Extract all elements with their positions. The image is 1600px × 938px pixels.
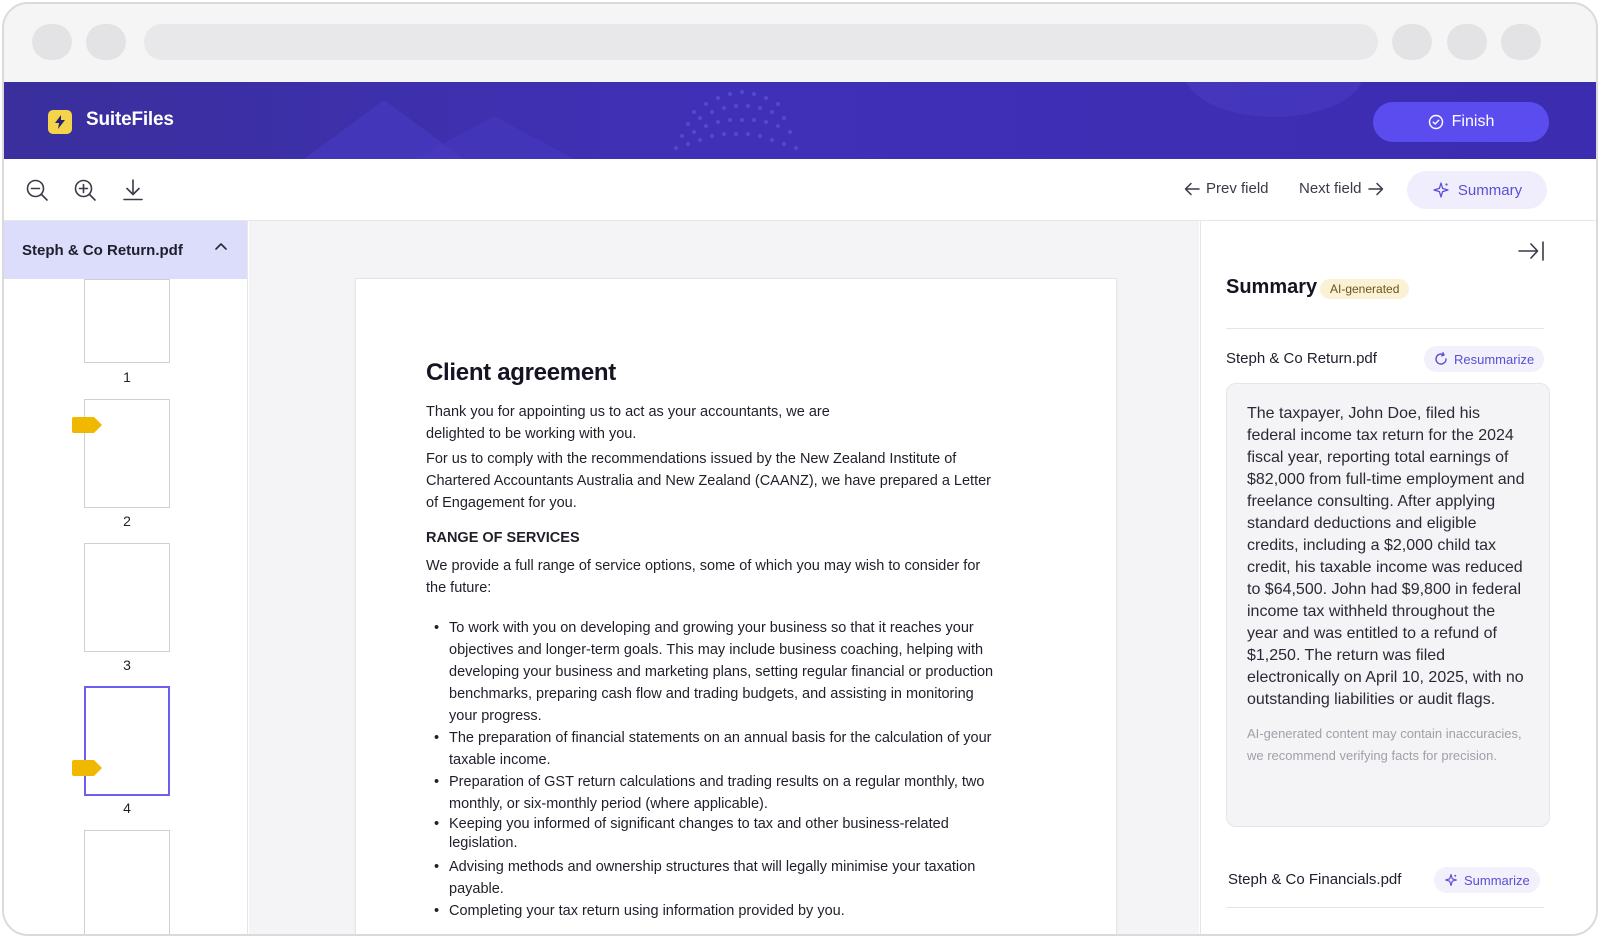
page-thumbnail-4[interactable]: [84, 686, 170, 796]
file-section-header[interactable]: [4, 221, 248, 279]
divider: [1226, 907, 1544, 908]
page-number: 3: [123, 657, 131, 673]
ai-disclaimer: AI-generated content may contain inaccuracies, we recommend verifying facts for precision.: [1247, 726, 1522, 763]
page-content: [426, 359, 996, 922]
document-viewer[interactable]: [249, 221, 1199, 936]
collapse-panel-icon[interactable]: [1517, 239, 1545, 263]
window-control[interactable]: [86, 24, 126, 60]
list-item: • To work with you on developing and growing your business so that it reaches your objectives and longer-term goals. This may include business coaching, helping with developing your business and marketing plans, setting regular financial or production benchmarks, preparing cash flow and trading budgets, and assisting in monitoring your progress.: [426, 617, 996, 727]
refresh-icon: [1434, 352, 1448, 366]
page-thumbnail-5[interactable]: [84, 830, 170, 936]
browser-action[interactable]: [1392, 24, 1432, 60]
summary-button[interactable]: [1407, 171, 1547, 209]
summary-text: The taxpayer, John Doe, filed his federal income tax return for the 2024 fiscal year, reporting total earnings of $82,000 from full-time employment and freelance consulting. After applying standard deductions and eligible credits, including a $2,000 child tax credit, his taxable income was reduced to $64,500. John had $9,800 in federal income tax withheld throughout the year and was entitled to a refund of $1,250. The return was filed electronically on April 10, 2025, with no outstanding liabilities or audit flags.: [1247, 405, 1525, 708]
summary-panel: [1200, 221, 1598, 936]
resummarize-button[interactable]: [1424, 346, 1544, 372]
prev-field-button[interactable]: [1184, 180, 1269, 197]
browser-action[interactable]: [1447, 24, 1487, 60]
check-circle-icon: [1428, 114, 1444, 130]
section-heading: RANGE OF SERVICES: [426, 530, 580, 546]
arrow-left-icon: [1184, 182, 1200, 196]
field-flag-icon[interactable]: [72, 760, 102, 776]
zoom-in-icon[interactable]: [72, 177, 98, 203]
summary-file-name: Steph & Co Financials.pdf: [1228, 871, 1402, 888]
download-icon[interactable]: [120, 177, 146, 203]
document-paragraph: We provide a full range of service options, some of which you may wish to consider for the future:: [426, 558, 981, 596]
summary-card: [1226, 383, 1550, 827]
app-window: [2, 2, 1598, 936]
summarize-button[interactable]: [1434, 867, 1540, 893]
address-bar[interactable]: [144, 24, 1378, 60]
sparkle-icon: [1432, 181, 1450, 199]
document-title: Client agreement: [426, 359, 616, 386]
services-list: [426, 617, 996, 922]
document-paragraph: For us to comply with the recommendations issued by the New Zealand Institute of Chartered Accountants Australia and New Zealand (CAANZ), we have prepared a Letter of Engagement for you.: [426, 451, 991, 511]
list-item: • The preparation of financial statements on an annual basis for the calculation of your taxable income.: [426, 727, 996, 771]
finish-button[interactable]: [1373, 102, 1549, 142]
prev-field-label: Prev field: [1206, 180, 1269, 197]
page-number: 1: [123, 369, 131, 385]
summary-file-name: Steph & Co Return.pdf: [1226, 350, 1377, 367]
document-paragraph: Thank you for appointing us to act as your accountants, we are delighted to be working with you.: [426, 404, 830, 442]
resummarize-label: Resummarize: [1454, 351, 1535, 367]
brand-name: SuiteFiles: [86, 109, 174, 130]
browser-chrome: [4, 4, 1596, 82]
finish-label: Finish: [1451, 113, 1495, 130]
zoom-out-icon[interactable]: [24, 177, 50, 203]
summarize-label: Summarize: [1464, 872, 1530, 888]
suitefiles-logo-icon: [48, 110, 72, 134]
arrow-right-icon: [1368, 182, 1384, 196]
file-name: Steph & Co Return.pdf: [22, 241, 183, 259]
app-header: [4, 82, 1596, 159]
chevron-up-icon[interactable]: [214, 241, 228, 251]
window-control[interactable]: [32, 24, 72, 60]
document-toolbar: [4, 159, 1596, 221]
browser-action[interactable]: [1501, 24, 1541, 60]
page-thumbnail-3[interactable]: [84, 543, 170, 652]
page-thumbnail-2[interactable]: [84, 399, 170, 508]
summary-title: Summary: [1226, 276, 1318, 298]
field-flag-icon[interactable]: [72, 417, 102, 433]
list-item: • Completing your tax return using information provided by you.: [426, 900, 996, 922]
sparkle-icon: [1444, 873, 1458, 887]
page-number: 4: [123, 800, 131, 816]
divider: [1226, 328, 1544, 329]
document-page: [355, 278, 1117, 936]
page-thumbnail-1[interactable]: [84, 279, 170, 363]
ai-generated-badge: AI-generated: [1320, 279, 1409, 299]
next-field-label: Next field: [1299, 180, 1362, 197]
header-decoration: [4, 82, 1596, 159]
next-field-button[interactable]: [1299, 180, 1384, 197]
list-item: • Keeping you informed of significant changes to tax and other business-related legislation.: [426, 815, 996, 853]
summary-button-label: Summary: [1457, 181, 1523, 199]
list-item: • Advising methods and ownership structures that will legally minimise your taxation payable.: [426, 856, 996, 900]
page-thumbnails-sidebar: [4, 221, 248, 936]
list-item: • Preparation of GST return calculations and trading results on a regular monthly, two monthly, or six-monthly period (where applicable).: [426, 771, 996, 815]
page-number: 2: [123, 513, 131, 529]
